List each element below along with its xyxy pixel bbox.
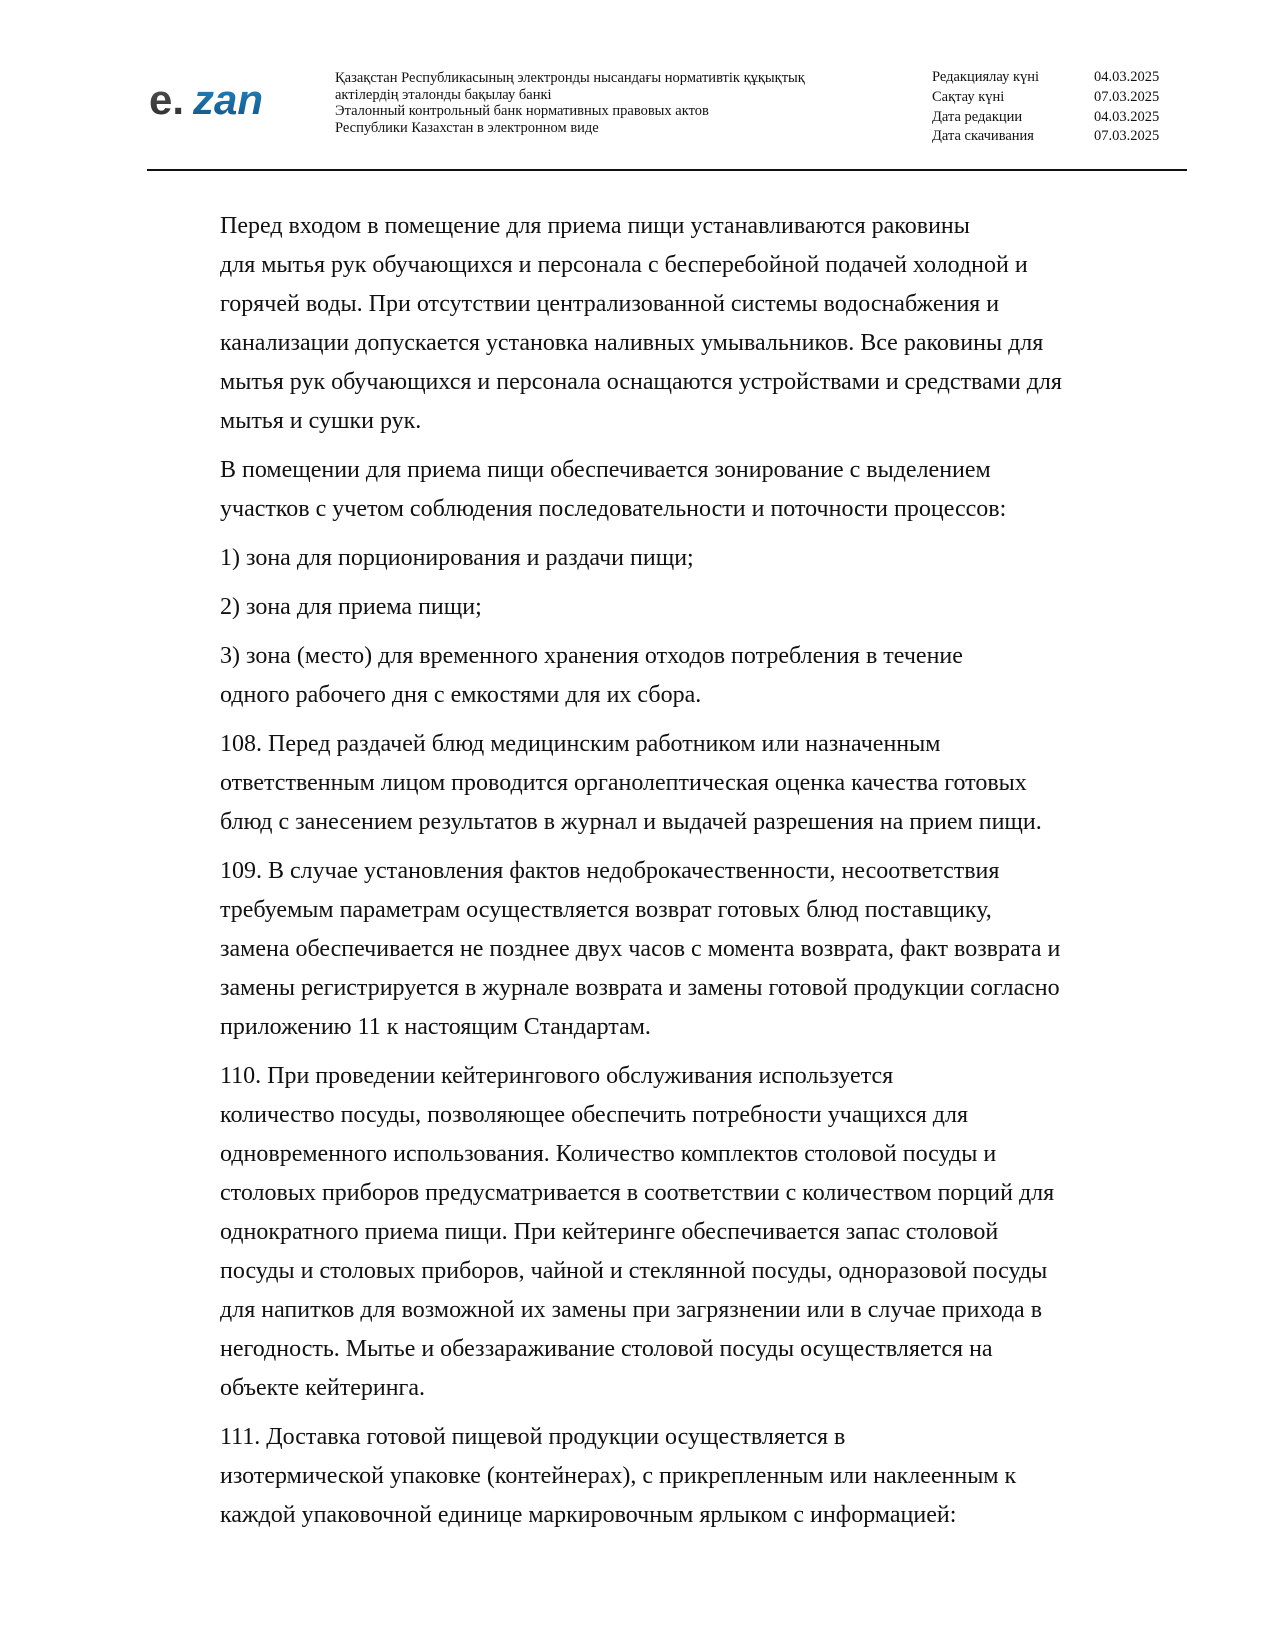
document-header (147, 66, 1187, 166)
meta-label: Редакциялау күні (932, 69, 1040, 85)
paragraph-line: 108. Перед раздачей блюд медицинским работником или назначенным (220, 731, 941, 757)
paragraph-line: для напитков для возможной их замены при загрязнении или в случае прихода в (220, 1297, 1043, 1323)
header-ru-line-2: Республики Казахстан в электронном виде (335, 119, 599, 136)
paragraph-line: мытья рук обучающихся и персонала оснащаются устройствами и средствами для (220, 369, 1062, 395)
meta-value: 04.03.2025 (1094, 69, 1160, 85)
meta-row (932, 108, 1192, 128)
paragraph-line: объекте кейтеринга. (220, 1375, 426, 1401)
paragraph-line: для мытья рук обучающихся и персонала с бесперебойной подачей холодной и (220, 252, 1028, 278)
paragraph-line: мытья и сушки рук. (220, 408, 422, 434)
paragraph-line: замена обеспечивается не позднее двух часов с момента возврата, факт возврата и (220, 936, 1061, 962)
header-kz-line-1: Қазақстан Республикасының электронды нысандағы нормативтік құқықтық (335, 70, 805, 86)
document-body (147, 207, 1177, 1545)
paragraph-line: участков с учетом соблюдения последовательности и поточности процессов: (220, 496, 1007, 522)
paragraph-line: столовых приборов предусматривается в соответствии с количеством порций для (220, 1180, 1055, 1206)
paragraph (147, 588, 1177, 627)
meta-value: 07.03.2025 (1094, 88, 1160, 105)
paragraph-line: 3) зона (место) для временного хранения отходов потребления в течение (220, 643, 963, 669)
paragraph-line: одновременного использования. Количество комплектов столовой посуды и (220, 1141, 997, 1167)
meta-label: Дата редакции (932, 108, 1023, 125)
header-institution-text (335, 70, 895, 136)
meta-row (932, 127, 1192, 147)
header-dates (932, 68, 1192, 147)
ezan-logo (147, 72, 297, 132)
paragraph-line: Перед входом в помещение для приема пищи устанавливаются раковины (220, 213, 970, 239)
paragraph-line: блюд с занесением результатов в журнал и выдачей разрешения на прием пищи. (220, 809, 1042, 835)
meta-label: Дата скачивания (932, 128, 1034, 145)
paragraph-line: 109. В случае установления фактов недоброкачественности, несоответствия (220, 858, 1000, 884)
paragraph (147, 852, 1177, 1047)
paragraph (147, 207, 1177, 441)
paragraph (147, 451, 1177, 529)
meta-value: 04.03.2025 (1094, 108, 1160, 125)
paragraph-line: В помещении для приема пищи обеспечивается зонирование с выделением (220, 457, 991, 483)
paragraph-line: негодность. Мытье и обеззараживание столовой посуды осуществляется на (220, 1336, 993, 1362)
paragraph (147, 539, 1177, 578)
paragraph-line: канализации допускается установка наливных умывальников. Все раковины для (220, 330, 1044, 356)
paragraph-line: ответственным лицом проводится органолептическая оценка качества готовых (220, 770, 1027, 796)
paragraph-line: посуды и столовых приборов, чайной и стеклянной посуды, одноразовой посуды (220, 1258, 1048, 1284)
paragraph-line: 1) зона для порционирования и раздачи пищи; (220, 545, 694, 571)
paragraph (147, 637, 1177, 715)
paragraph (147, 1057, 1177, 1408)
paragraph-line: замены регистрируется в журнале возврата и замены готовой продукции согласно (220, 975, 1060, 1001)
paragraph-line: количество посуды, позволяющее обеспечить потребности учащихся для (220, 1102, 968, 1128)
paragraph-line: 111. Доставка готовой пищевой продукции осуществляется в (220, 1424, 846, 1450)
paragraph-line: горячей воды. При отсутствии централизованной системы водоснабжения и (220, 291, 1000, 317)
header-divider (147, 169, 1187, 171)
svg-text:zan: zan (193, 76, 264, 123)
paragraph-line: приложению 11 к настоящим Стандартам. (220, 1014, 651, 1040)
paragraph (147, 1418, 1177, 1535)
paragraph (147, 725, 1177, 842)
paragraph-line: 110. При проведении кейтерингового обслуживания используется (220, 1063, 894, 1089)
meta-row (932, 68, 1192, 88)
header-ru-line-1: Эталонный контрольный банк нормативных правовых актов (335, 103, 709, 119)
meta-row (932, 88, 1192, 108)
paragraph-line: однократного приема пищи. При кейтеринге обеспечивается запас столовой (220, 1219, 999, 1245)
meta-label: Сақтау күні (932, 88, 1005, 105)
paragraph-line: каждой упаковочной единице маркировочным ярлыком с информацией: (220, 1502, 957, 1528)
svg-text:e.: e. (149, 76, 185, 123)
paragraph-line: изотермической упаковке (контейнерах), с прикрепленным или наклеенным к (220, 1463, 1017, 1489)
paragraph-line: 2) зона для приема пищи; (220, 594, 482, 620)
header-kz-line-2: актілердің эталонды бақылау банкі (335, 86, 552, 103)
paragraph-line: требуемым параметрам осуществляется возврат готовых блюд поставщику, (220, 897, 992, 923)
paragraph-line: одного рабочего дня с емкостями для их сбора. (220, 682, 702, 708)
meta-value: 07.03.2025 (1094, 128, 1160, 145)
